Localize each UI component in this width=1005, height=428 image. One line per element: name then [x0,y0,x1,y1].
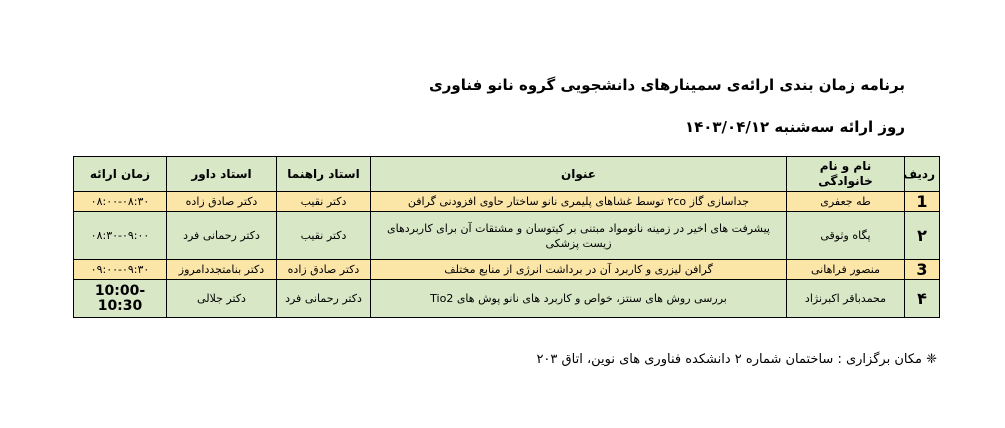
student-name: پگاه وثوقی [787,212,905,260]
header-row-number: ردیف [905,157,940,192]
referee-name: دکتر جلالی [167,280,277,318]
presentation-time: 10:00-10:30 [74,280,167,318]
table-row [74,212,940,260]
referee-name: دکتر رحمانی فرد [167,212,277,260]
advisor-name: دکتر رحمانی فرد [277,280,371,318]
header-title: عنوان [371,157,787,192]
referee-name: دکتر بنامتجددامروز [167,260,277,280]
table-row [74,260,940,280]
page-title: برنامه زمان بندی ارائه‌ی سمینارهای دانشجویی گروه نانو فناوری [429,76,905,94]
seminar-title: بررسی روش های سنتز، خواص و کاربرد های نانو پوش های Tio2 [371,280,787,318]
student-name: طه جعفری [787,192,905,212]
presentation-time: ۰۹:۰۰-۰۹:۳۰ [74,260,167,280]
advisor-name: دکتر نقیب [277,212,371,260]
row-number: 3 [905,260,940,280]
header-full-name: نام و نام خانوادگی [787,157,905,192]
seminar-title: جداسازی گاز ۲co توسط غشاهای پلیمری نانو ساختار حاوی افزودنی گرافن [371,192,787,212]
seminar-title: گرافن لیزری و کاربرد آن در برداشت انرژی از منابع مختلف [371,260,787,280]
row-number: 1 [905,192,940,212]
advisor-name: دکتر نقیب [277,192,371,212]
row-number: ۲ [905,212,940,260]
referee-name: دکتر صادق زاده [167,192,277,212]
venue-note: ❈ مکان برگزاری : ساختمان شماره ۲ دانشکده فناوری های نوین، اتاق ۲۰۳ [536,352,937,367]
presentation-date: روز ارائه سه‌شنبه ۱۴۰۳/۰۴/۱۲ [684,118,905,136]
advisor-name: دکتر صادق زاده [277,260,371,280]
header-time: زمان ارائه [74,157,167,192]
header-advisor: استاد راهنما [277,157,371,192]
presentation-time: ۰۸:۳۰-۰۹:۰۰ [74,212,167,260]
schedule-table [73,156,940,318]
table-row [74,280,940,318]
student-name: محمدباقر اکبرنژاد [787,280,905,318]
table-row [74,192,940,212]
student-name: منصور فراهانی [787,260,905,280]
row-number: ۴ [905,280,940,318]
seminar-title: پیشرفت های اخیر در زمینه نانومواد مبتنی بر کیتوسان و مشتقات آن برای کاربردهای زیست پزشکی [371,212,787,260]
presentation-time: ۰۸:۰۰-۰۸:۳۰ [74,192,167,212]
table-header-row [74,157,940,192]
header-referee: استاد داور [167,157,277,192]
